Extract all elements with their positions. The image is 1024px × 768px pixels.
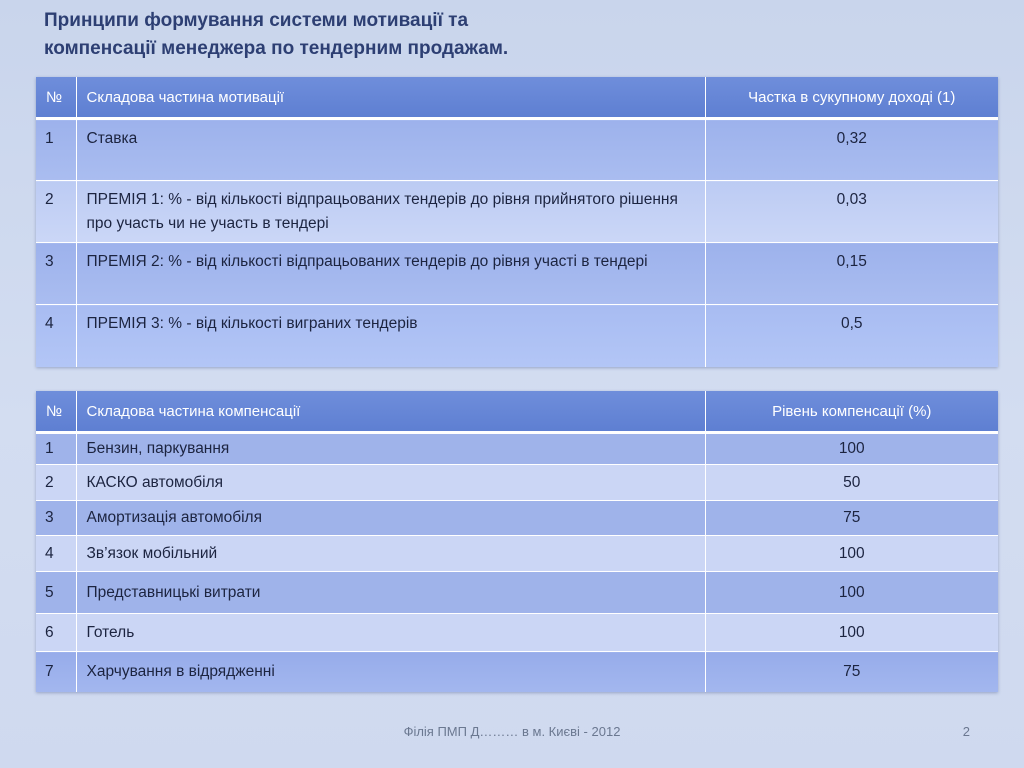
row-component: Ставка xyxy=(76,119,705,181)
slide-page-number: 2 xyxy=(962,724,970,739)
row-number: 2 xyxy=(36,465,76,501)
row-level: 75 xyxy=(705,652,998,692)
row-share: 0,15 xyxy=(705,243,998,305)
row-level: 100 xyxy=(705,572,998,614)
slide-footer: Філія ПМП Д……… в м. Києві - 2012 xyxy=(403,724,621,739)
row-level: 75 xyxy=(705,501,998,536)
table-row xyxy=(36,465,998,501)
slide-title-line-2: компенсації менеджера по тендерним продажам. xyxy=(44,38,509,59)
row-component: ПРЕМІЯ 3: % - від кількості виграних тендерів xyxy=(76,305,705,367)
motivation-header-row xyxy=(36,77,998,119)
row-number: 4 xyxy=(36,536,76,572)
row-component: Представницькі витрати xyxy=(76,572,705,614)
table-row xyxy=(36,536,998,572)
table-row xyxy=(36,614,998,652)
row-number: 6 xyxy=(36,614,76,652)
row-component: Зв’язок мобільний xyxy=(76,536,705,572)
row-number: 7 xyxy=(36,652,76,692)
row-component: КАСКО автомобіля xyxy=(76,465,705,501)
row-share: 0,32 xyxy=(705,119,998,181)
row-level: 100 xyxy=(705,536,998,572)
row-component: ПРЕМІЯ 2: % - від кількості відпрацьованих тендерів до рівня участі в тендері xyxy=(76,243,705,305)
row-level: 50 xyxy=(705,465,998,501)
motivation-header-num: № xyxy=(36,77,76,119)
motivation-header-name: Складова частина мотивації xyxy=(76,77,705,119)
table-row xyxy=(36,433,998,465)
row-number: 4 xyxy=(36,305,76,367)
motivation-header-share: Частка в сукупному доході (1) xyxy=(705,77,998,119)
row-component: ПРЕМІЯ 1: % - від кількості відпрацьованих тендерів до рівня прийнятого рішення про участь чи не участь в тендері xyxy=(76,181,705,243)
row-number: 1 xyxy=(36,119,76,181)
slide-title-line-1: Принципи формування системи мотивації та xyxy=(44,10,469,31)
row-level: 100 xyxy=(705,614,998,652)
row-number: 1 xyxy=(36,433,76,465)
table-row xyxy=(36,119,998,181)
table-row xyxy=(36,572,998,614)
row-share: 0,03 xyxy=(705,181,998,243)
table-row xyxy=(36,243,998,305)
table-row xyxy=(36,181,998,243)
table-row xyxy=(36,501,998,536)
slide-title xyxy=(44,7,744,63)
row-level: 100 xyxy=(705,433,998,465)
row-number: 2 xyxy=(36,181,76,243)
row-component: Бензин, паркування xyxy=(76,433,705,465)
table-row xyxy=(36,652,998,692)
table-row xyxy=(36,305,998,367)
compensation-table xyxy=(36,391,998,692)
compensation-header-name: Складова частина компенсації xyxy=(76,391,705,433)
row-component: Амортизація автомобіля xyxy=(76,501,705,536)
compensation-header-row xyxy=(36,391,998,433)
row-component: Готель xyxy=(76,614,705,652)
row-share: 0,5 xyxy=(705,305,998,367)
row-component: Харчування в відрядженні xyxy=(76,652,705,692)
row-number: 5 xyxy=(36,572,76,614)
compensation-header-num: № xyxy=(36,391,76,433)
row-number: 3 xyxy=(36,243,76,305)
motivation-table xyxy=(36,77,998,367)
row-number: 3 xyxy=(36,501,76,536)
compensation-header-level: Рівень компенсації (%) xyxy=(705,391,998,433)
